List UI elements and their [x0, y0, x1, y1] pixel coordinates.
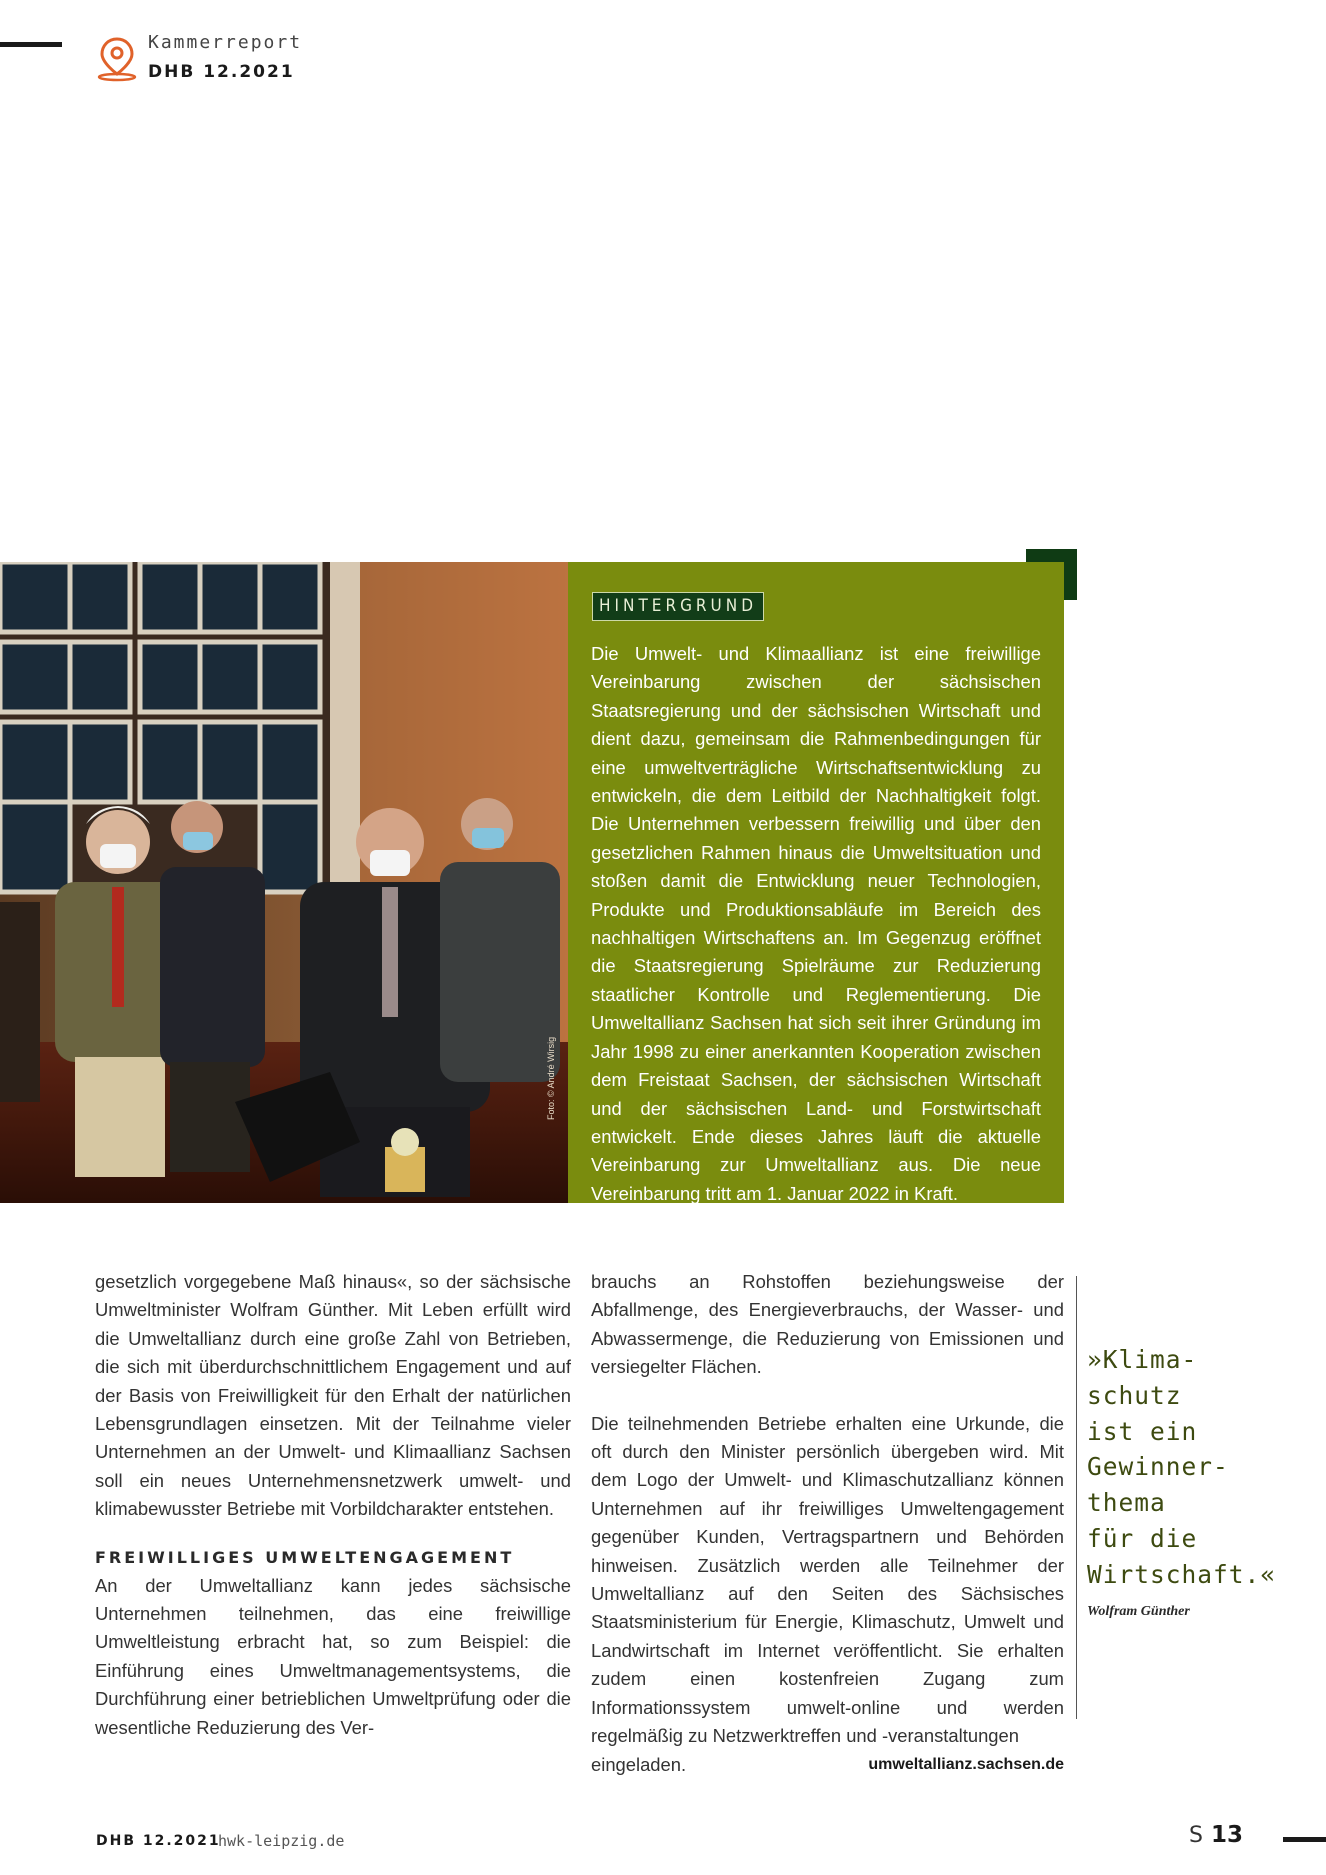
quote-line: thema: [1087, 1488, 1166, 1518]
quote-line: für die: [1087, 1523, 1198, 1553]
closing-line: [591, 1751, 1064, 1779]
paragraph-gap: [591, 1382, 1064, 1410]
article-paragraph: An der Umweltallianz kann jedes sächsische Unternehmen teilnehmen, das eine freiwillige Umweltleistung erbracht hat, so zum Beispiel: die Einführung eines Umweltmanagementsystems, die Durchführung einer betrieblichen Umweltprüfung oder die wesentliche Reduzierung des Ver-: [95, 1574, 571, 1738]
quote-line: Gewinner-: [1087, 1452, 1229, 1482]
footer-issue: DHB 12.2021: [96, 1833, 221, 1849]
website-link[interactable]: umweltallianz.sachsen.de: [868, 1755, 1064, 1773]
article-column-1: [95, 1268, 571, 1742]
article-column-2: [591, 1268, 1064, 1779]
quote-line: »Klima-: [1087, 1345, 1198, 1374]
event-photo-illustration: [0, 562, 568, 1203]
issue-label: DHB 12.2021: [148, 62, 295, 82]
closing-word: eingeladen.: [591, 1753, 687, 1775]
bottom-right-rule: [1283, 1837, 1326, 1842]
section-label: Kammerreport: [148, 32, 303, 53]
quote-line: ist ein: [1087, 1416, 1198, 1446]
page-number: [1189, 1822, 1243, 1848]
article-paragraph: brauchs an Rohstoffen beziehungsweise der Abfallmenge, des Energieverbrauchs, der Wasser- und Abwassermenge, die Reduzierung von Emissionen und versiegelter Flächen.: [591, 1271, 1064, 1378]
article-paragraph: Die teilnehmenden Betriebe erhalten eine Urkunde, die oft durch den Minister persönlich übergeben wird. Mit dem Logo der Umwelt- und Klimaschutzallianz können Unternehmen auf ihr freiwilliges Umweltengagement gegenüber Kunden, Vertragspartnern und Behörden hinweisen. Zusätzlich werden alle Teilnehmer der Umweltallianz auf den Seiten des Sächsisches Staatsministerium für Energie, Klimaschutz, Umwelt und Landwirtschaft im Internet veröffentlicht. Sie erhalten zudem einen kostenfreien Zugang zum Informationssystem umwelt-online und werden regelmäßig zu Netzwerktreffen und -veranstaltungen: [591, 1412, 1064, 1747]
article-subheading: FREIWILLIGES UMWELTENGAGEMENT: [95, 1547, 515, 1567]
quote-author: Wolfram Günther: [1087, 1604, 1190, 1619]
quote-line: schutz: [1087, 1380, 1182, 1410]
location-pin-icon: [96, 36, 138, 82]
hintergrund-text: Die Umwelt- und Klimaallianz ist eine freiwillige Vereinbarung zwischen der sächsischen Staatsregierung und der sächsischen Wirtschaft und dient dazu, gemeinsam die Rahmenbedingungen für eine umweltverträgliche Wirtschaftsentwicklung zu entwickeln, die dem Leitbild der Nachhaltigkeit folgt. Die Unternehmen verbessern freiwillig und über den gesetzlichen Rahmen hinaus die Umweltsituation und stoßen damit die Entwicklung neuer Technologien, Produkte und Produktionsabläufe im Bereich des nachhaltigen Wirtschaftens an. Im Gegenzug eröffnet die Staatsregierung Spielräume zur Reduzierung staatlicher Kontrolle und Reglementierung. Die Umweltallianz Sachsen hat sich seit ihrer Gründung im Jahr 1998 zu einer anerkannten Kooperation zwischen dem Freistaat Sachsen, der sächsischen Wirtschaft und der sächsischen Land- und Forstwirtschaft entwickelt. Ende dieses Jahres läuft die aktuelle Vereinbarung zur Umweltallianz aus. Die neue Vereinbarung tritt am 1. Januar 2022 in Kraft.: [591, 643, 1041, 1204]
top-left-rule: [0, 42, 62, 47]
hintergrund-label: HINTERGRUND: [592, 592, 764, 621]
event-photo: [0, 562, 568, 1203]
page-prefix: S: [1189, 1823, 1203, 1848]
article-paragraph: gesetzlich vorgegebene Maß hinaus«, so der sächsische Umweltminister Wolfram Günther. Mit Leben erfüllt wird die Umweltallianz durch eine große Zahl von Betrieben, die sich mit überdurchschnittlichem Engagement und auf der Basis von Freiwilligkeit für den Erhalt der natürlichen Lebensgrundlagen einsetzen. Mit der Teilnahme vieler Unternehmen an der Umwelt- und Klimaallianz Sachsen soll ein neues Unternehmensnetzwerk umwelt- und klimabewusster Betriebe mit Vorbildcharakter entstehen.: [95, 1271, 571, 1520]
photo-credit: Foto: © André Wirsig: [546, 1036, 556, 1120]
page-number-value: 13: [1210, 1822, 1243, 1848]
footer-website[interactable]: hwk-leipzig.de: [218, 1832, 345, 1850]
pull-quote: [1087, 1342, 1319, 1593]
quote-line: Wirtschaft.«: [1087, 1559, 1277, 1589]
quote-divider: [1076, 1276, 1077, 1719]
